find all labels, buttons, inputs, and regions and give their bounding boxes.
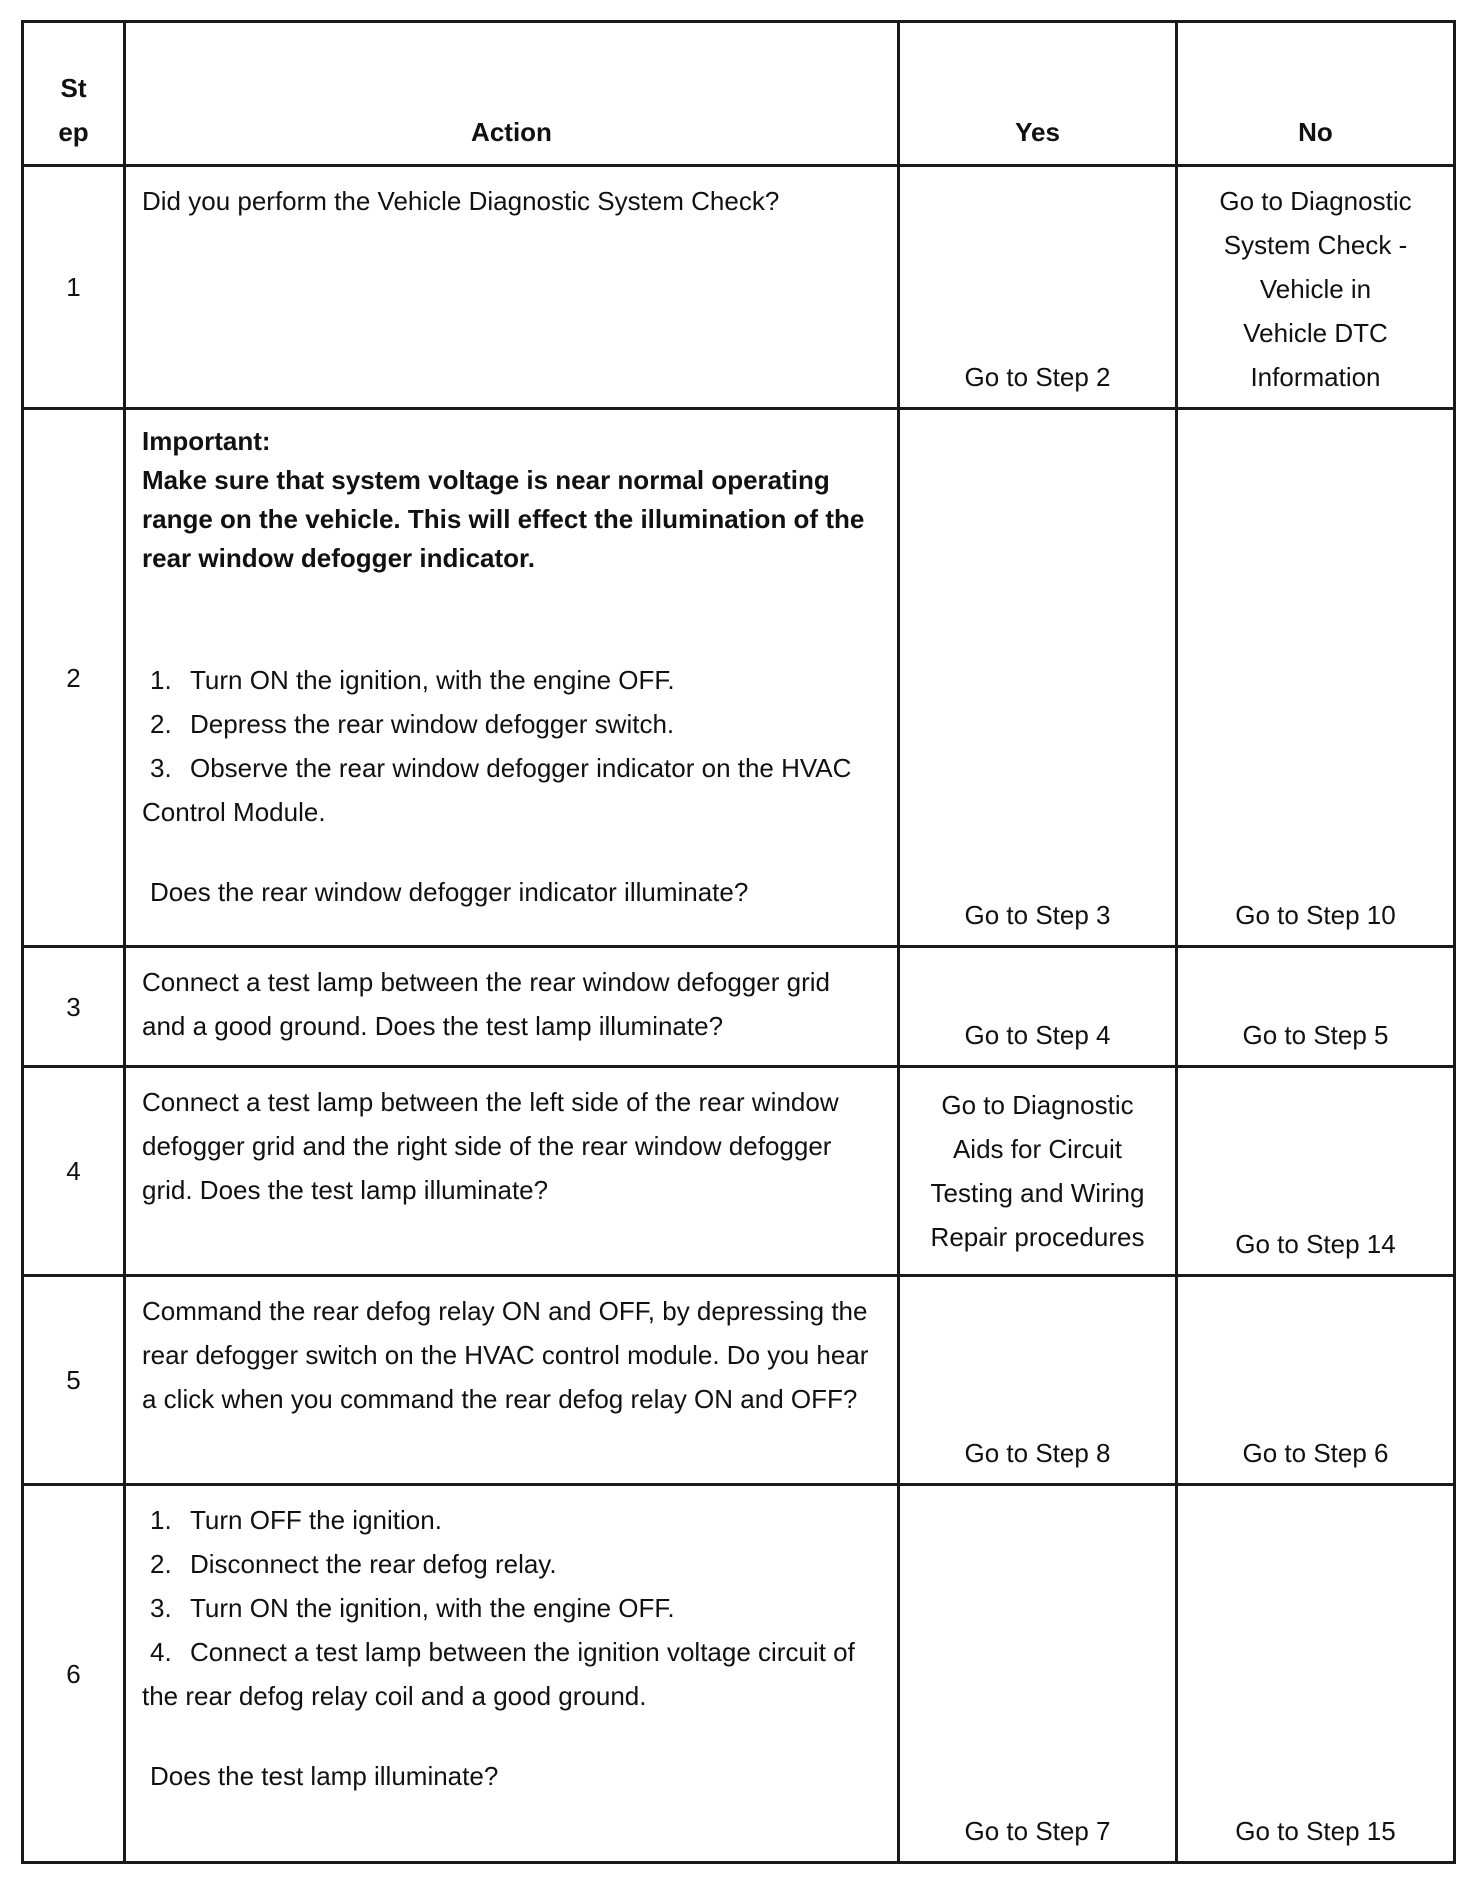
no-line: Go to Diagnostic bbox=[1219, 186, 1412, 216]
action-cell bbox=[125, 409, 899, 947]
table-row bbox=[23, 409, 1455, 947]
step-number: 3 bbox=[23, 947, 125, 1067]
list-item: 1. Turn OFF the ignition. bbox=[150, 1505, 442, 1535]
step-header bbox=[23, 22, 125, 166]
action-question: Does the rear window defogger indicator illuminate? bbox=[150, 877, 749, 907]
action-header: Action bbox=[125, 22, 899, 166]
important-label: Important: bbox=[142, 426, 271, 456]
diagnostic-table bbox=[21, 20, 1456, 1864]
action-cell bbox=[125, 1067, 899, 1276]
list-item: 2. Depress the rear window defogger switch. bbox=[150, 709, 675, 739]
yes-cell: Go to Step 8 bbox=[899, 1276, 1177, 1485]
list-item: 1. Turn ON the ignition, with the engine OFF. bbox=[150, 665, 675, 695]
table-row bbox=[23, 947, 1455, 1067]
step-number: 2 bbox=[23, 409, 125, 947]
action-cell bbox=[125, 1485, 899, 1863]
action-question: Connect a test lamp between the rear window defogger grid and a good ground. Does the test lamp illuminate? bbox=[142, 967, 830, 1041]
header-row bbox=[23, 22, 1455, 166]
table-row bbox=[23, 1067, 1455, 1276]
action-cell bbox=[125, 947, 899, 1067]
action-question: Did you perform the Vehicle Diagnostic System Check? bbox=[142, 186, 780, 216]
no-cell: Go to Step 15 bbox=[1177, 1485, 1455, 1863]
important-note: Make sure that system voltage is near normal operating range on the vehicle. This will effect the illumination of the rear window defogger indicator. bbox=[142, 465, 865, 573]
yes-cell: Go to Step 4 bbox=[899, 947, 1177, 1067]
action-question: Connect a test lamp between the left side of the rear window defogger grid and the right side of the rear window defogger grid. Does the test lamp illuminate? bbox=[142, 1087, 839, 1205]
no-line: Vehicle in bbox=[1259, 274, 1372, 304]
yes-cell: Go to Step 3 bbox=[899, 409, 1177, 947]
no-line: Vehicle DTC bbox=[1243, 318, 1388, 348]
table-row bbox=[23, 1485, 1455, 1863]
action-question: Does the test lamp illuminate? bbox=[150, 1761, 499, 1791]
no-line: System Check - bbox=[1223, 230, 1408, 260]
yes-line: Repair procedures bbox=[930, 1222, 1145, 1252]
yes-header: Yes bbox=[899, 22, 1177, 166]
yes-line: Testing and Wiring bbox=[930, 1178, 1145, 1208]
step-number: 1 bbox=[23, 166, 125, 409]
no-cell: Go to Step 10 bbox=[1177, 409, 1455, 947]
yes-line: Aids for Circuit bbox=[952, 1134, 1123, 1164]
list-item: 3. Observe the rear window defogger indicator on the HVAC Control Module. bbox=[142, 753, 852, 827]
no-cell: Go to Step 5 bbox=[1177, 947, 1455, 1067]
no-line: Information bbox=[1250, 362, 1381, 392]
yes-cell: Go to Step 2 bbox=[899, 166, 1177, 409]
yes-cell bbox=[899, 1067, 1177, 1276]
yes-cell: Go to Step 7 bbox=[899, 1485, 1177, 1863]
step-header-line1: St bbox=[60, 73, 87, 103]
list-item: 4. Connect a test lamp between the ignition voltage circuit of the rear defog relay coil and a good ground. bbox=[142, 1637, 855, 1711]
table-row bbox=[23, 166, 1455, 409]
action-question: Command the rear defog relay ON and OFF, by depressing the rear defogger switch on the HVAC control module. Do you hear a click when you command the rear defog relay ON and OFF? bbox=[142, 1296, 869, 1414]
list-item: 3. Turn ON the ignition, with the engine OFF. bbox=[150, 1593, 675, 1623]
no-cell: Go to Step 6 bbox=[1177, 1276, 1455, 1485]
table-row bbox=[23, 1276, 1455, 1485]
no-header: No bbox=[1177, 22, 1455, 166]
no-cell: Go to Step 14 bbox=[1177, 1067, 1455, 1276]
step-number: 4 bbox=[23, 1067, 125, 1276]
no-cell bbox=[1177, 166, 1455, 409]
action-cell bbox=[125, 1276, 899, 1485]
action-cell bbox=[125, 166, 899, 409]
yes-line: Go to Diagnostic bbox=[941, 1090, 1134, 1120]
step-header-line2: ep bbox=[58, 117, 89, 147]
list-item: 2. Disconnect the rear defog relay. bbox=[150, 1549, 557, 1579]
step-number: 5 bbox=[23, 1276, 125, 1485]
step-number: 6 bbox=[23, 1485, 125, 1863]
